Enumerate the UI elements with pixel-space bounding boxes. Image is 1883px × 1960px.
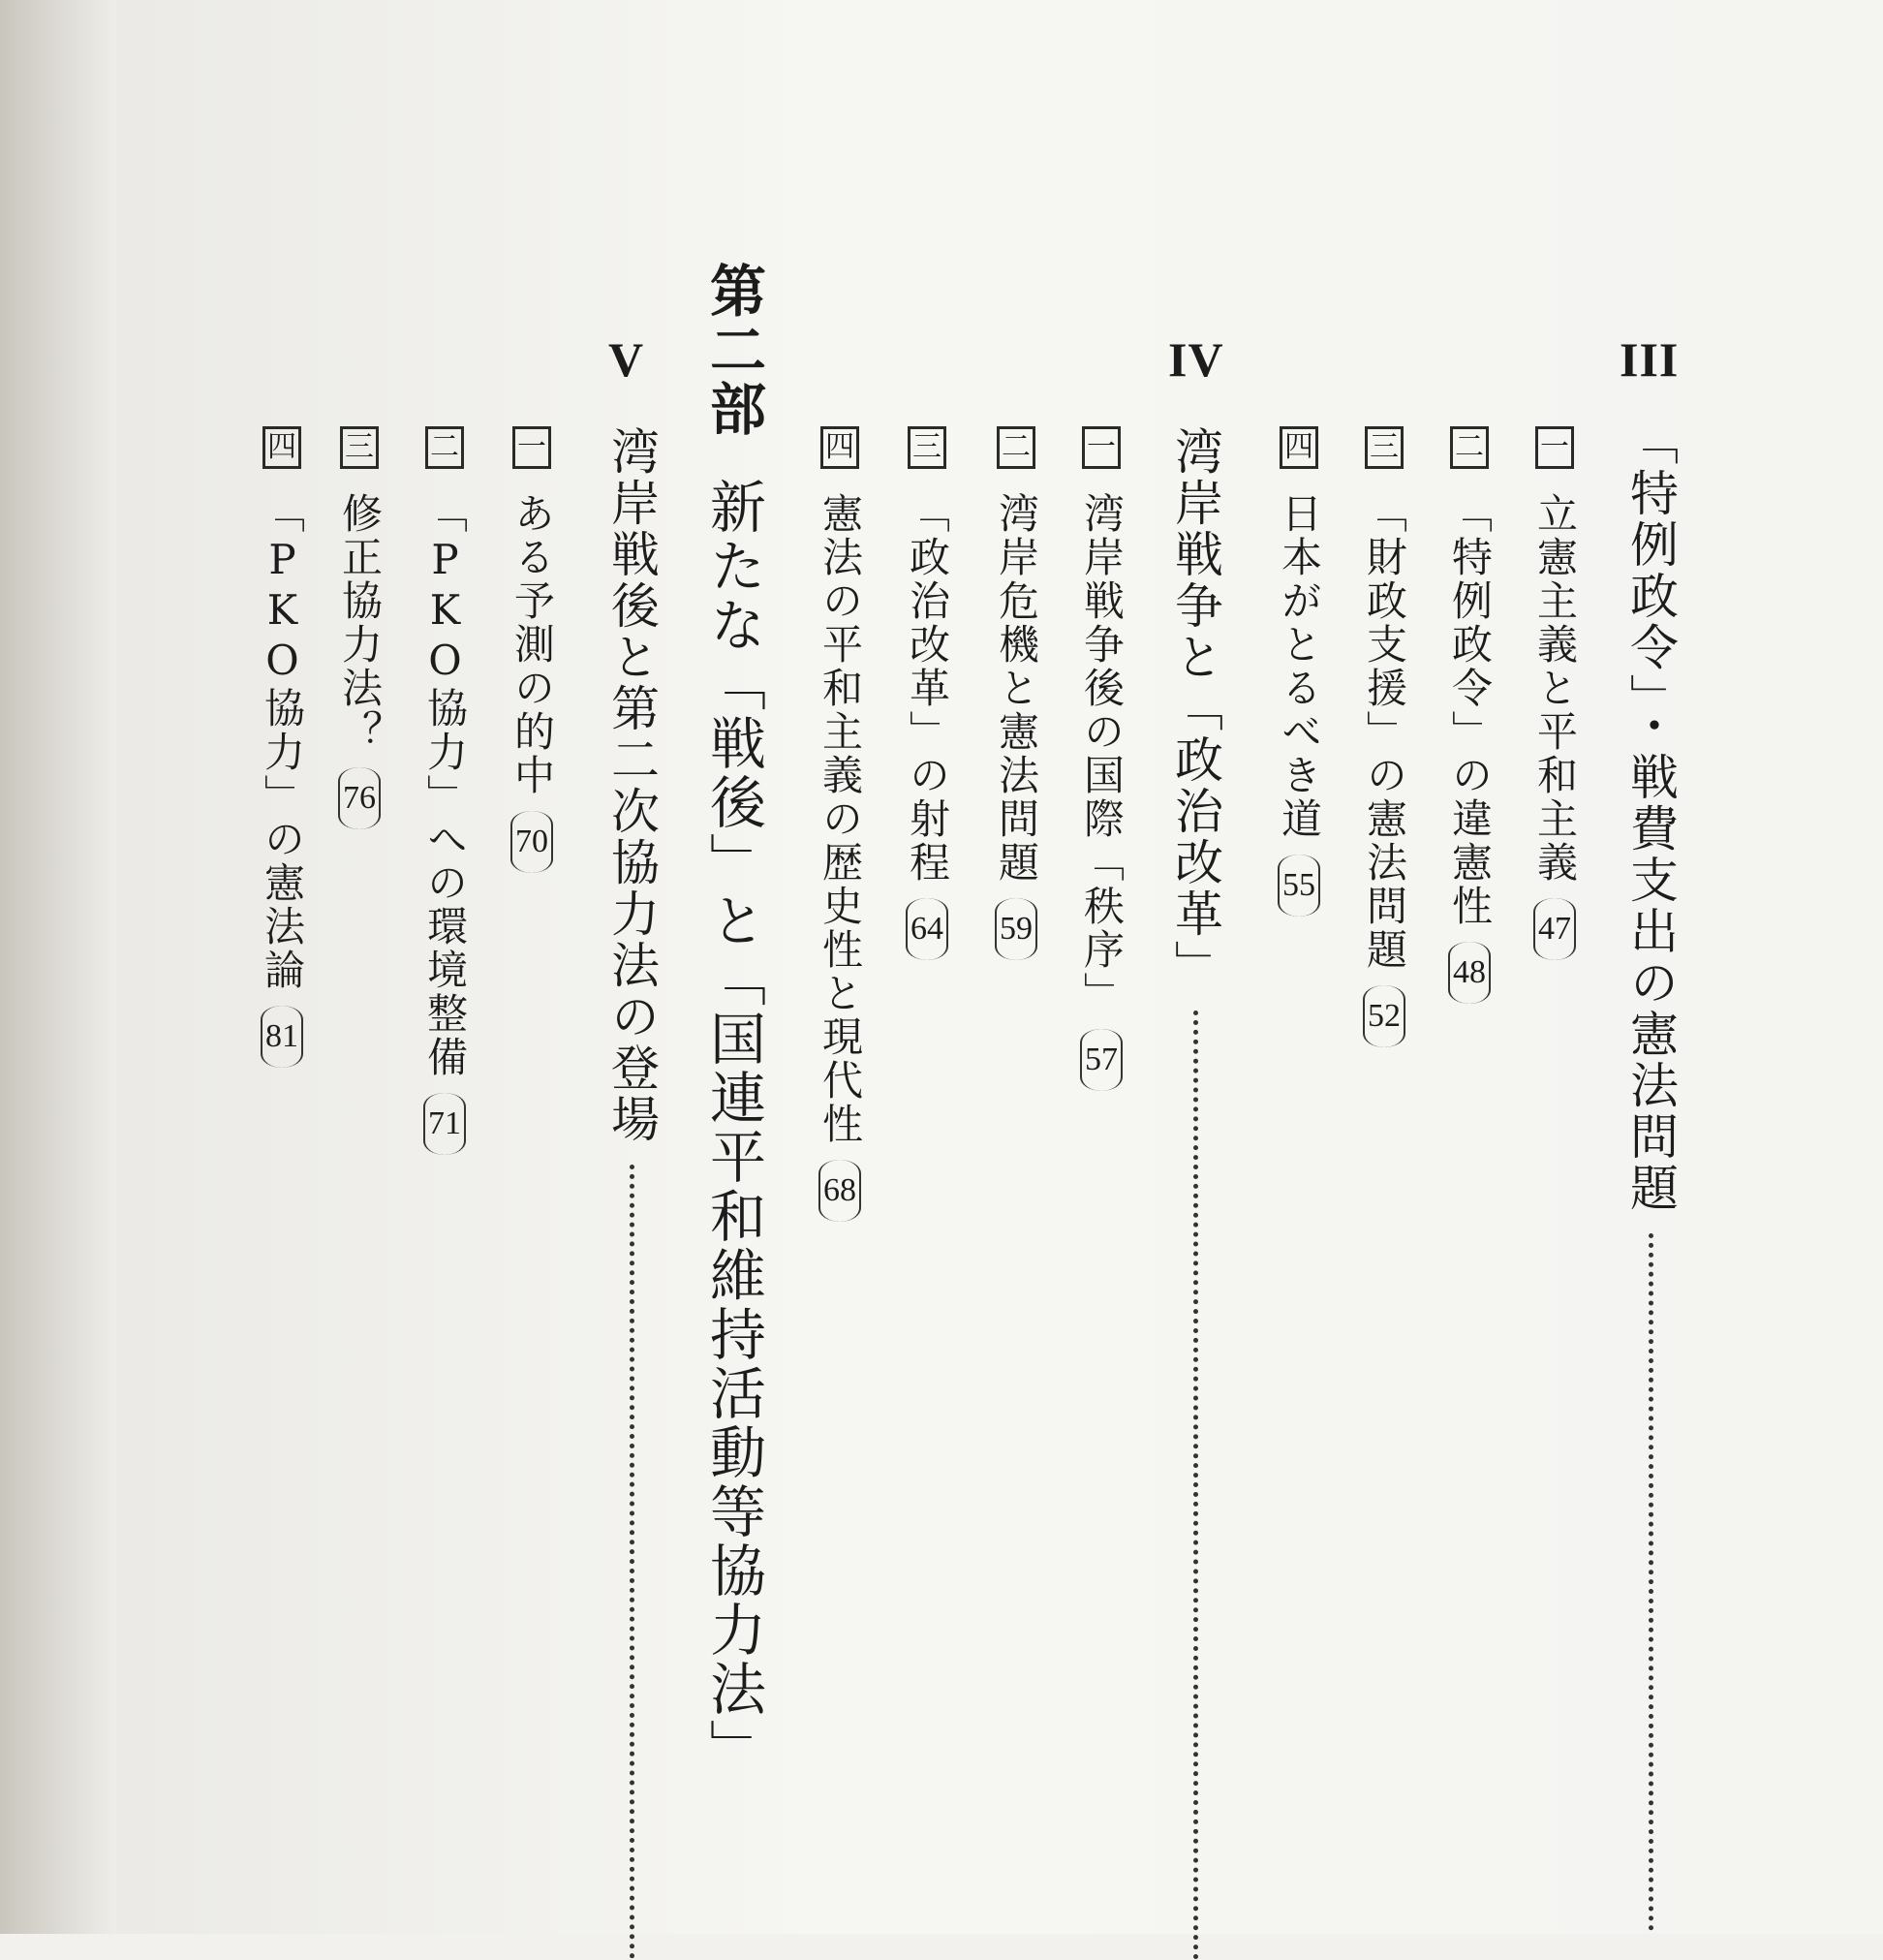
page-number: 81: [261, 1006, 303, 1068]
dotted-leader: [1649, 1233, 1653, 1931]
item-title: 「財政支援」の憲法問題: [1361, 492, 1408, 972]
item-number-box: 一: [512, 426, 551, 469]
section-numeral: IV: [1168, 332, 1224, 387]
item-title: 湾岸戦争後の国際「秩序」: [1078, 492, 1126, 1015]
toc-item: [1445, 426, 1494, 1004]
page-number: 48: [1448, 942, 1491, 1004]
dotted-leader: [1193, 1011, 1198, 1960]
item-title: 「PKO協力」への環境整備: [421, 492, 469, 1079]
section-numeral: III: [1620, 332, 1680, 387]
toc-item: [1360, 426, 1408, 1047]
item-number-box: 三: [908, 426, 946, 469]
item-number-box: 一: [1535, 426, 1574, 469]
section-title-text: 湾岸戦争と「政治改革」: [1167, 426, 1223, 991]
toc-item: [1077, 426, 1126, 1091]
dotted-leader: [630, 1165, 634, 1959]
part-label: 第二部: [700, 262, 766, 439]
item-number-box: 二: [997, 426, 1035, 469]
item-number-box: 四: [1280, 426, 1318, 469]
part-heading: [699, 262, 767, 1778]
part-heading-text: [700, 262, 766, 1778]
item-title: 「政治改革」の射程: [904, 492, 951, 885]
book-gutter: [0, 0, 116, 1934]
item-number-box: 三: [1365, 426, 1404, 469]
item-title: 「特例政令」の違憲性: [1446, 492, 1494, 928]
section-title: [1623, 417, 1678, 1931]
item-title: 「PKO協力」の憲法論: [259, 492, 306, 992]
toc-item: [508, 426, 556, 873]
item-title: 日本がとるべき道: [1276, 492, 1323, 841]
item-title: 修正協力法？: [336, 492, 384, 754]
page-number: 47: [1533, 898, 1576, 960]
section-title: [604, 426, 659, 1959]
book-page: [116, 0, 1883, 1934]
section-title: [1168, 426, 1222, 1960]
section-title-text: 「特例政令」・戦費支出の憲法問題: [1622, 417, 1679, 1214]
toc-item: [903, 426, 951, 960]
item-number-box: 一: [1082, 426, 1121, 469]
section-numeral: V: [608, 332, 645, 387]
item-number-box: 四: [820, 426, 859, 469]
page-number: 71: [423, 1093, 466, 1155]
item-number-box: 二: [1450, 426, 1489, 469]
toc-item: [992, 426, 1040, 960]
item-title: 立憲主義と平和主義: [1531, 492, 1579, 885]
part-title: 新たな「戦後」と「国連平和維持活動等協力法」: [700, 478, 766, 1778]
item-title: 憲法の平和主義の歴史性と現代性: [817, 492, 864, 1146]
item-number-box: 四: [262, 426, 301, 469]
page-number: 52: [1363, 985, 1405, 1047]
page-number: 64: [906, 898, 948, 960]
item-number-box: 二: [425, 426, 464, 469]
item-title: ある予測の的中: [509, 492, 556, 797]
item-number-box: 三: [340, 426, 379, 469]
page-number: 68: [818, 1160, 861, 1222]
toc-item: [335, 426, 384, 829]
toc-item: [816, 426, 864, 1222]
section-title-text: 湾岸戦後と第二次協力法の登場: [603, 426, 660, 1145]
item-title: 湾岸危機と憲法問題: [993, 492, 1040, 885]
page-number: 70: [510, 811, 553, 873]
page-number: 57: [1080, 1029, 1123, 1091]
toc-item: [258, 426, 306, 1068]
page-number: 55: [1278, 855, 1320, 917]
page-number: 76: [338, 767, 381, 829]
toc-item: [420, 426, 469, 1155]
toc-item: [1530, 426, 1579, 960]
page-number: 59: [995, 898, 1037, 960]
toc-item: [1275, 426, 1323, 917]
